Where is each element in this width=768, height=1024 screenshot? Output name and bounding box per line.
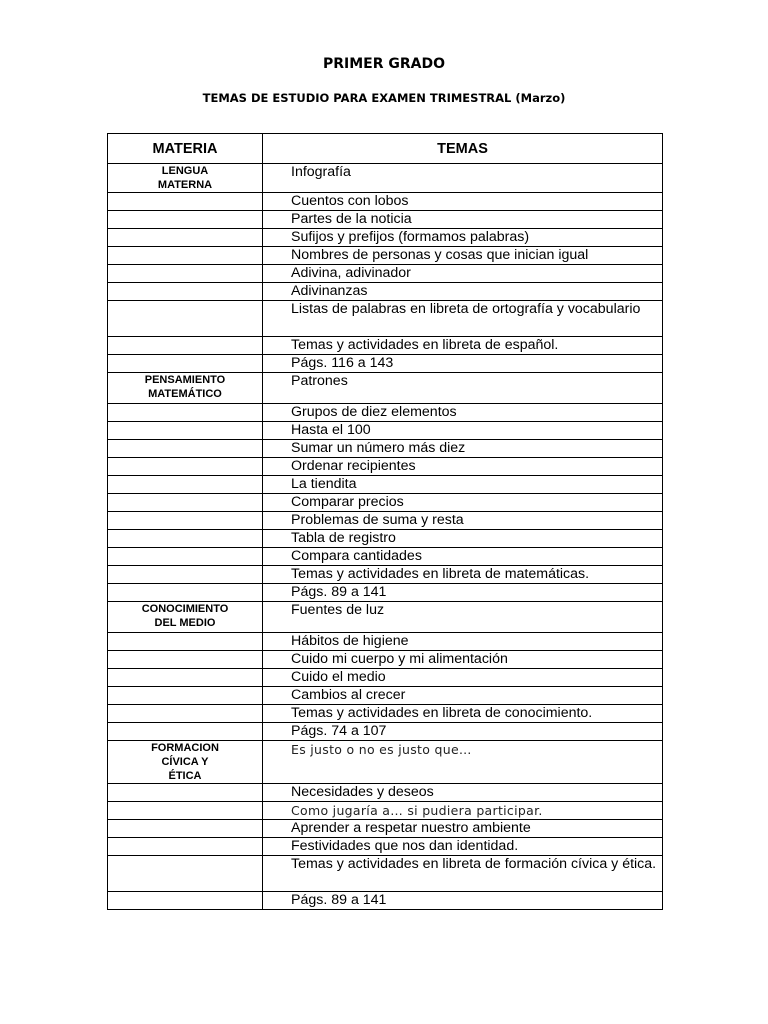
topic-cell: Temas y actividades en libreta de matemáticas. [263,566,663,584]
topic-cell: Temas y actividades en libreta de formación cívica y ética. [263,856,663,892]
table-row [108,548,663,566]
table-row [108,651,663,669]
topic-cell: Hábitos de higiene [263,633,663,651]
subject-cell-empty [108,229,263,247]
subject-cell-empty [108,784,263,802]
topic-cell: Cuentos con lobos [263,193,663,211]
topic-cell: Sumar un número más diez [263,440,663,458]
topic-cell: Comparar precios [263,494,663,512]
subject-lengua-materna: LENGUA MATERNA [108,164,263,193]
subject-cell-empty [108,193,263,211]
subject-cell-empty [108,856,263,892]
topic-cell: Aprender a respetar nuestro ambiente [263,820,663,838]
subject-cell-empty [108,651,263,669]
table-row [108,856,663,892]
topic-cell: Grupos de diez elementos [263,404,663,422]
topic-cell: Infografía [263,164,663,193]
subject-cell-empty [108,247,263,265]
subject-cell-empty [108,355,263,373]
subject-cell-empty [108,530,263,548]
topic-cell: Adivinanzas [263,283,663,301]
topic-cell: Como jugaría a… si pudiera participar. [263,802,663,820]
subject-cell-empty [108,422,263,440]
topic-cell: Nombres de personas y cosas que inician igual [263,247,663,265]
topic-cell: Págs. 74 a 107 [263,723,663,741]
table-row [108,584,663,602]
table-row [108,458,663,476]
subject-cell-empty [108,820,263,838]
topic-cell: Festividades que nos dan identidad. [263,838,663,856]
subject-cell-empty [108,584,263,602]
column-header-materia: MATERIA [108,134,263,164]
table-row [108,669,663,687]
subject-cell-empty [108,802,263,820]
column-header-temas: TEMAS [263,134,663,164]
topic-cell: Cambios al crecer [263,687,663,705]
topic-cell: Sufijos y prefijos (formamos palabras) [263,229,663,247]
table-row [108,784,663,802]
table-header-row [108,134,663,164]
table-row [108,476,663,494]
subject-cell-empty [108,494,263,512]
subject-cell-empty [108,301,263,337]
topic-cell: Tabla de registro [263,530,663,548]
table-row [108,265,663,283]
table-row [108,566,663,584]
subject-cell-empty [108,548,263,566]
table-row [108,530,663,548]
table-row [108,283,663,301]
subject-cell-empty [108,705,263,723]
study-topics-table [107,133,663,910]
topic-cell: Ordenar recipientes [263,458,663,476]
topic-cell: Cuido el medio [263,669,663,687]
table-row [108,422,663,440]
table-row [108,687,663,705]
table-row [108,494,663,512]
subject-cell-empty [108,633,263,651]
topic-cell: Fuentes de luz [263,602,663,633]
table-row [108,193,663,211]
topic-cell: Listas de palabras en libreta de ortografía y vocabulario [263,301,663,337]
subject-cell-empty [108,566,263,584]
topic-cell: Págs. 89 a 141 [263,892,663,910]
table-row [108,633,663,651]
table-row [108,838,663,856]
topic-cell: Problemas de suma y resta [263,512,663,530]
table-row [108,440,663,458]
subject-pensamiento-matematico: PENSAMIENTO MATEMÁTICO [108,373,263,404]
table-row [108,820,663,838]
table-row [108,802,663,820]
subject-cell-empty [108,404,263,422]
topic-cell: Adivina, adivinador [263,265,663,283]
table-row [108,247,663,265]
table-row [108,404,663,422]
table-row [108,301,663,337]
topic-cell: Temas y actividades en libreta de conocimiento. [263,705,663,723]
table-row [108,211,663,229]
topic-cell: La tiendita [263,476,663,494]
subject-cell-empty [108,476,263,494]
topic-cell: Es justo o no es justo que… [263,741,663,784]
topic-cell: Compara cantidades [263,548,663,566]
document-title: PRIMER GRADO [322,56,446,72]
topic-cell: Partes de la noticia [263,211,663,229]
topic-cell: Hasta el 100 [263,422,663,440]
subject-cell-empty [108,512,263,530]
table-row [108,164,663,193]
topic-cell: Cuido mi cuerpo y mi alimentación [263,651,663,669]
topic-cell: Págs. 116 a 143 [263,355,663,373]
subject-cell-empty [108,892,263,910]
table-row [108,705,663,723]
table-row [108,337,663,355]
table-row [108,602,663,633]
subject-conocimiento-del-medio: CONOCIMIENTO DEL MEDIO [108,602,263,633]
table-row [108,355,663,373]
topic-cell: Págs. 89 a 141 [263,584,663,602]
table-row [108,229,663,247]
topic-cell: Temas y actividades en libreta de español. [263,337,663,355]
table-row [108,741,663,784]
subject-cell-empty [108,458,263,476]
table-row [108,373,663,404]
topic-cell: Necesidades y deseos [263,784,663,802]
subject-cell-empty [108,211,263,229]
subject-cell-empty [108,337,263,355]
table-row [108,512,663,530]
subject-cell-empty [108,440,263,458]
document-subtitle: TEMAS DE ESTUDIO PARA EXAMEN TRIMESTRAL (Marzo) [202,91,566,105]
table-row [108,892,663,910]
subject-cell-empty [108,687,263,705]
topic-cell: Patrones [263,373,663,404]
subject-cell-empty [108,723,263,741]
subject-formacion-civica-y-etica: FORMACION CÍVICA Y ÉTICA [108,741,263,784]
subject-cell-empty [108,283,263,301]
subject-cell-empty [108,669,263,687]
table-row [108,723,663,741]
subject-cell-empty [108,838,263,856]
subject-cell-empty [108,265,263,283]
